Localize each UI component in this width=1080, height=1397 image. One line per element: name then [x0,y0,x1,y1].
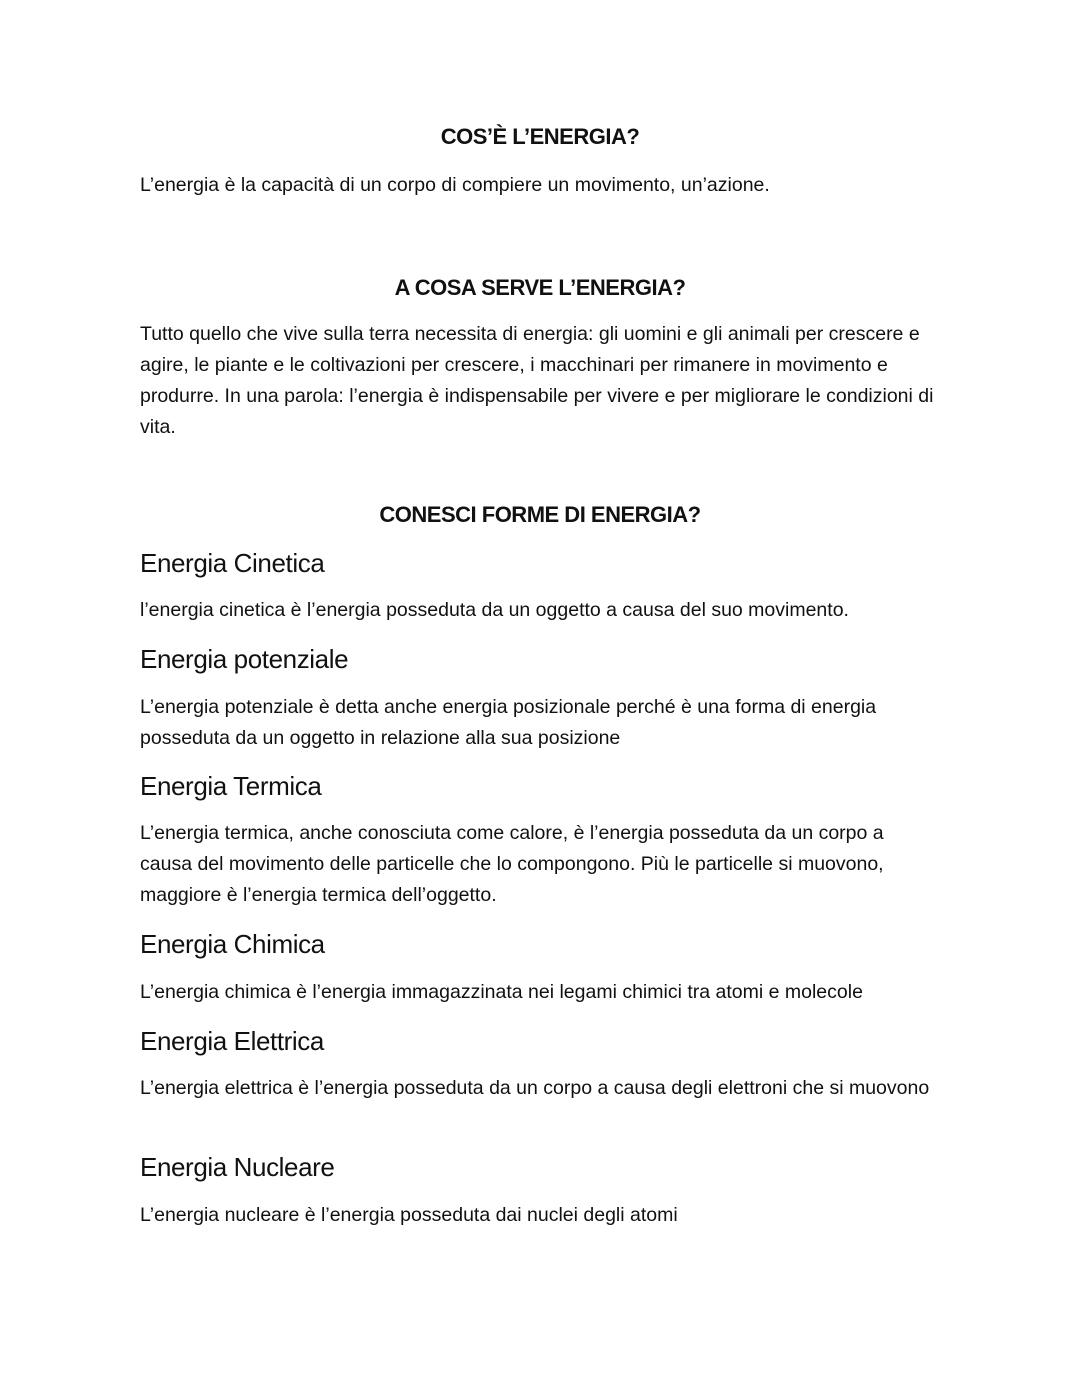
form-text-nuclear: L’energia nucleare è l’energia posseduta dai nuclei degli atomi [140,1204,678,1226]
section-title-what-is-energy: COS’È L’ENERGIA? [440,124,640,149]
section-title-energy-forms: CONESCI FORME DI ENERGIA? [379,502,701,527]
section-text-what-is-energy: L’energia è la capacità di un corpo di compiere un movimento, un’azione. [140,174,770,196]
form-title-nuclear: Energia Nucleare [140,1152,335,1182]
form-title-thermal: Energia Termica [140,771,322,801]
section-text-energy-uses: Tutto quello che vive sulla terra necessita di energia: gli uomini e gli animali per crescere e agire, le piante e le coltivazioni per crescere, i macchinari per rimanere in movimento e produrre. In una parola: l’energia è indispensabile per vivere e per migliorare le condizioni di vita. [140,323,934,438]
section-title-energy-uses: A COSA SERVE L’ENERGIA? [394,275,686,300]
form-title-electric: Energia Elettrica [140,1026,324,1056]
form-text-electric: L’energia elettrica è l’energia posseduta da un corpo a causa degli elettroni che si muovono [140,1077,930,1099]
form-text-thermal: L’energia termica, anche conosciuta come calore, è l’energia posseduta da un corpo a causa del movimento delle particelle che lo compongono. Più le particelle si muovono, maggiore è l’energia termica dell’oggetto. [140,822,884,906]
form-text-potential: L’energia potenziale è detta anche energia posizionale perché è una forma di energia posseduta da un oggetto in relazione alla sua posizione [140,696,877,749]
form-title-chemical: Energia Chimica [140,929,325,959]
document-page [140,0,940,1397]
form-title-potential: Energia potenziale [140,644,349,674]
form-text-chemical: L’energia chimica è l’energia immagazzinata nei legami chimici tra atomi e molecole [140,981,863,1003]
form-text-kinetic: l’energia cinetica è l’energia posseduta da un oggetto a causa del suo movimento. [140,599,849,621]
form-title-kinetic: Energia Cinetica [140,548,325,578]
